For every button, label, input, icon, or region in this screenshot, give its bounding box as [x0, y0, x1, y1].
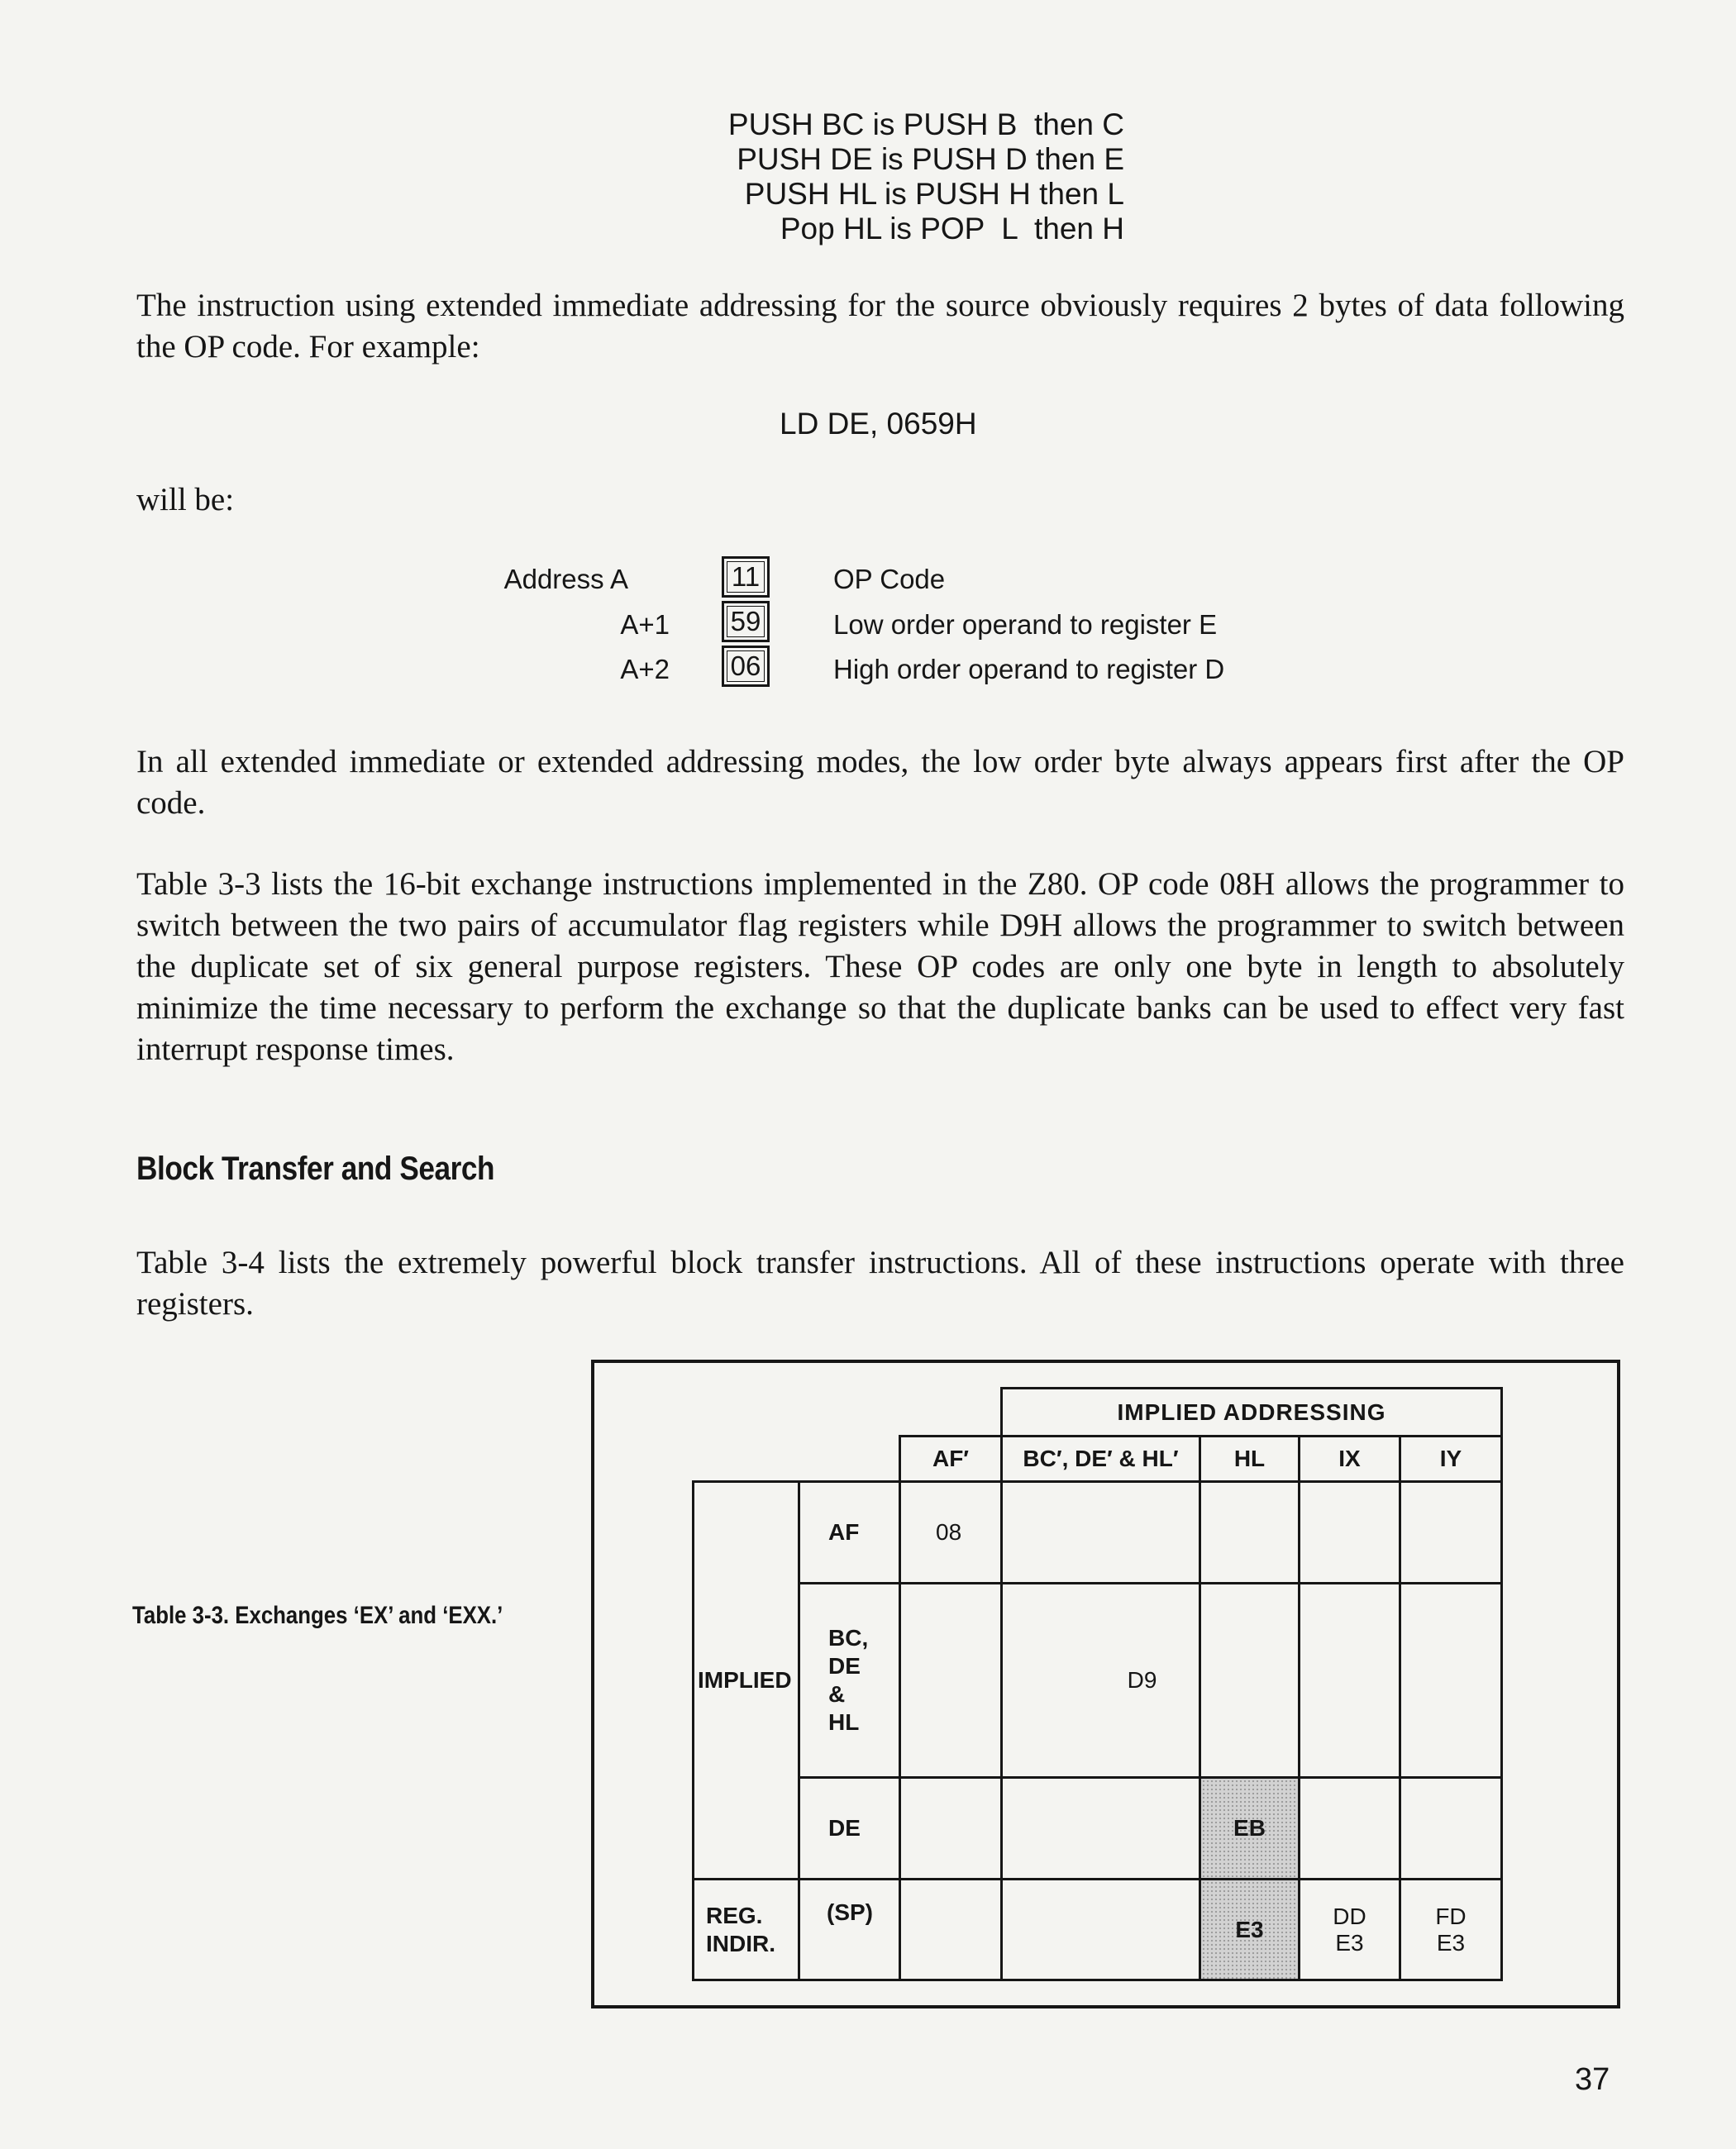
push-line: PUSH HL is PUSH H then L: [744, 177, 1124, 211]
paragraph-block-transfer: Table 3-4 lists the extremely powerful block transfer instructions. All of these instructions operate with three registers.: [136, 1245, 1624, 1322]
implied-addressing-header: IMPLIED ADDRESSING: [1002, 1389, 1502, 1437]
cell-line: E3: [1436, 1929, 1466, 1956]
row-header-de: DE: [799, 1778, 900, 1880]
paragraph-extended-immediate: The instruction using extended immediate addressing for the source obviously requires 2 bytes of data following the OP code. For example:: [136, 288, 1624, 365]
memory-byte-box: 59: [722, 601, 770, 642]
memory-byte-box: 11: [722, 556, 770, 598]
exchange-table: [692, 1387, 1503, 1981]
column-header-af-prime: AF′: [900, 1437, 1002, 1482]
table-caption: Table 3-3. Exchanges ‘EX’ and ‘EXX.’: [132, 1602, 503, 1629]
cell-line: E3: [1335, 1929, 1364, 1956]
page-number: 37: [1575, 2062, 1610, 2097]
row-header-line: DE: [828, 1653, 861, 1679]
push-line: PUSH BC is PUSH B then C: [727, 107, 1124, 141]
cell-line: FD: [1435, 1903, 1467, 1929]
row-header-af: AF: [799, 1482, 900, 1584]
address-label: A+1: [620, 609, 670, 640]
column-header-ix: IX: [1300, 1437, 1400, 1482]
address-label: A+2: [620, 654, 670, 684]
row-header-sp: (SP): [799, 1880, 900, 1980]
paragraph-low-order-byte: In all extended immediate or extended addressing modes, the low order byte always appears first after the OP code.: [136, 744, 1624, 821]
group-label-implied: IMPLIED: [694, 1482, 799, 1880]
cell-af-af: 08: [900, 1482, 1002, 1584]
row-header-line: &: [828, 1681, 846, 1707]
section-heading: Block Transfer and Search: [136, 1151, 495, 1187]
will-be-text: will be:: [136, 482, 235, 517]
paragraph-exchange-instructions: Table 3-3 lists the 16-bit exchange instructions implemented in the Z80. OP code 08H allows the programmer to switch between the two pairs of accumulator flag registers while D9H allows the programmer to switch between the duplicate set of six general purpose registers. These OP codes are only one byte in length to absolutely minimize the time necessary to perform the exchange so that the duplicate banks can be used to effect very fast interrupt response times.: [136, 866, 1624, 1067]
push-line: PUSH DE is PUSH D then E: [737, 142, 1124, 176]
cell-line: DD: [1333, 1903, 1366, 1929]
cell-sp-hl: E3: [1200, 1880, 1300, 1980]
group-label-line: INDIR.: [706, 1930, 775, 1956]
memory-byte-box: 06: [722, 646, 770, 687]
row-header-line: HL: [828, 1709, 860, 1735]
column-header-iy: IY: [1400, 1437, 1502, 1482]
byte-description: OP Code: [833, 564, 946, 594]
byte-description: High order operand to register D: [833, 654, 1225, 684]
pop-line: Pop HL is POP L then H: [780, 212, 1124, 245]
row-header-line: BC,: [828, 1625, 869, 1651]
group-label-reg-indir: [694, 1880, 799, 1980]
cell-bc-de-hl: D9: [1002, 1584, 1200, 1778]
byte-description: Low order operand to register E: [833, 609, 1218, 640]
column-header-hl: HL: [1200, 1437, 1300, 1482]
group-label-line: REG.: [706, 1902, 763, 1928]
row-header-bc-de-hl: [799, 1584, 900, 1778]
address-label: Address A: [503, 564, 628, 594]
cell-de-hl: EB: [1200, 1778, 1300, 1880]
push-pop-lines: [612, 107, 1124, 246]
example-instruction: LD DE, 0659H: [780, 407, 977, 441]
cell-sp-iy: [1400, 1880, 1502, 1980]
cell-sp-ix: [1300, 1880, 1400, 1980]
column-header-bc-de-hl-prime: BC′, DE′ & HL′: [1002, 1437, 1200, 1482]
